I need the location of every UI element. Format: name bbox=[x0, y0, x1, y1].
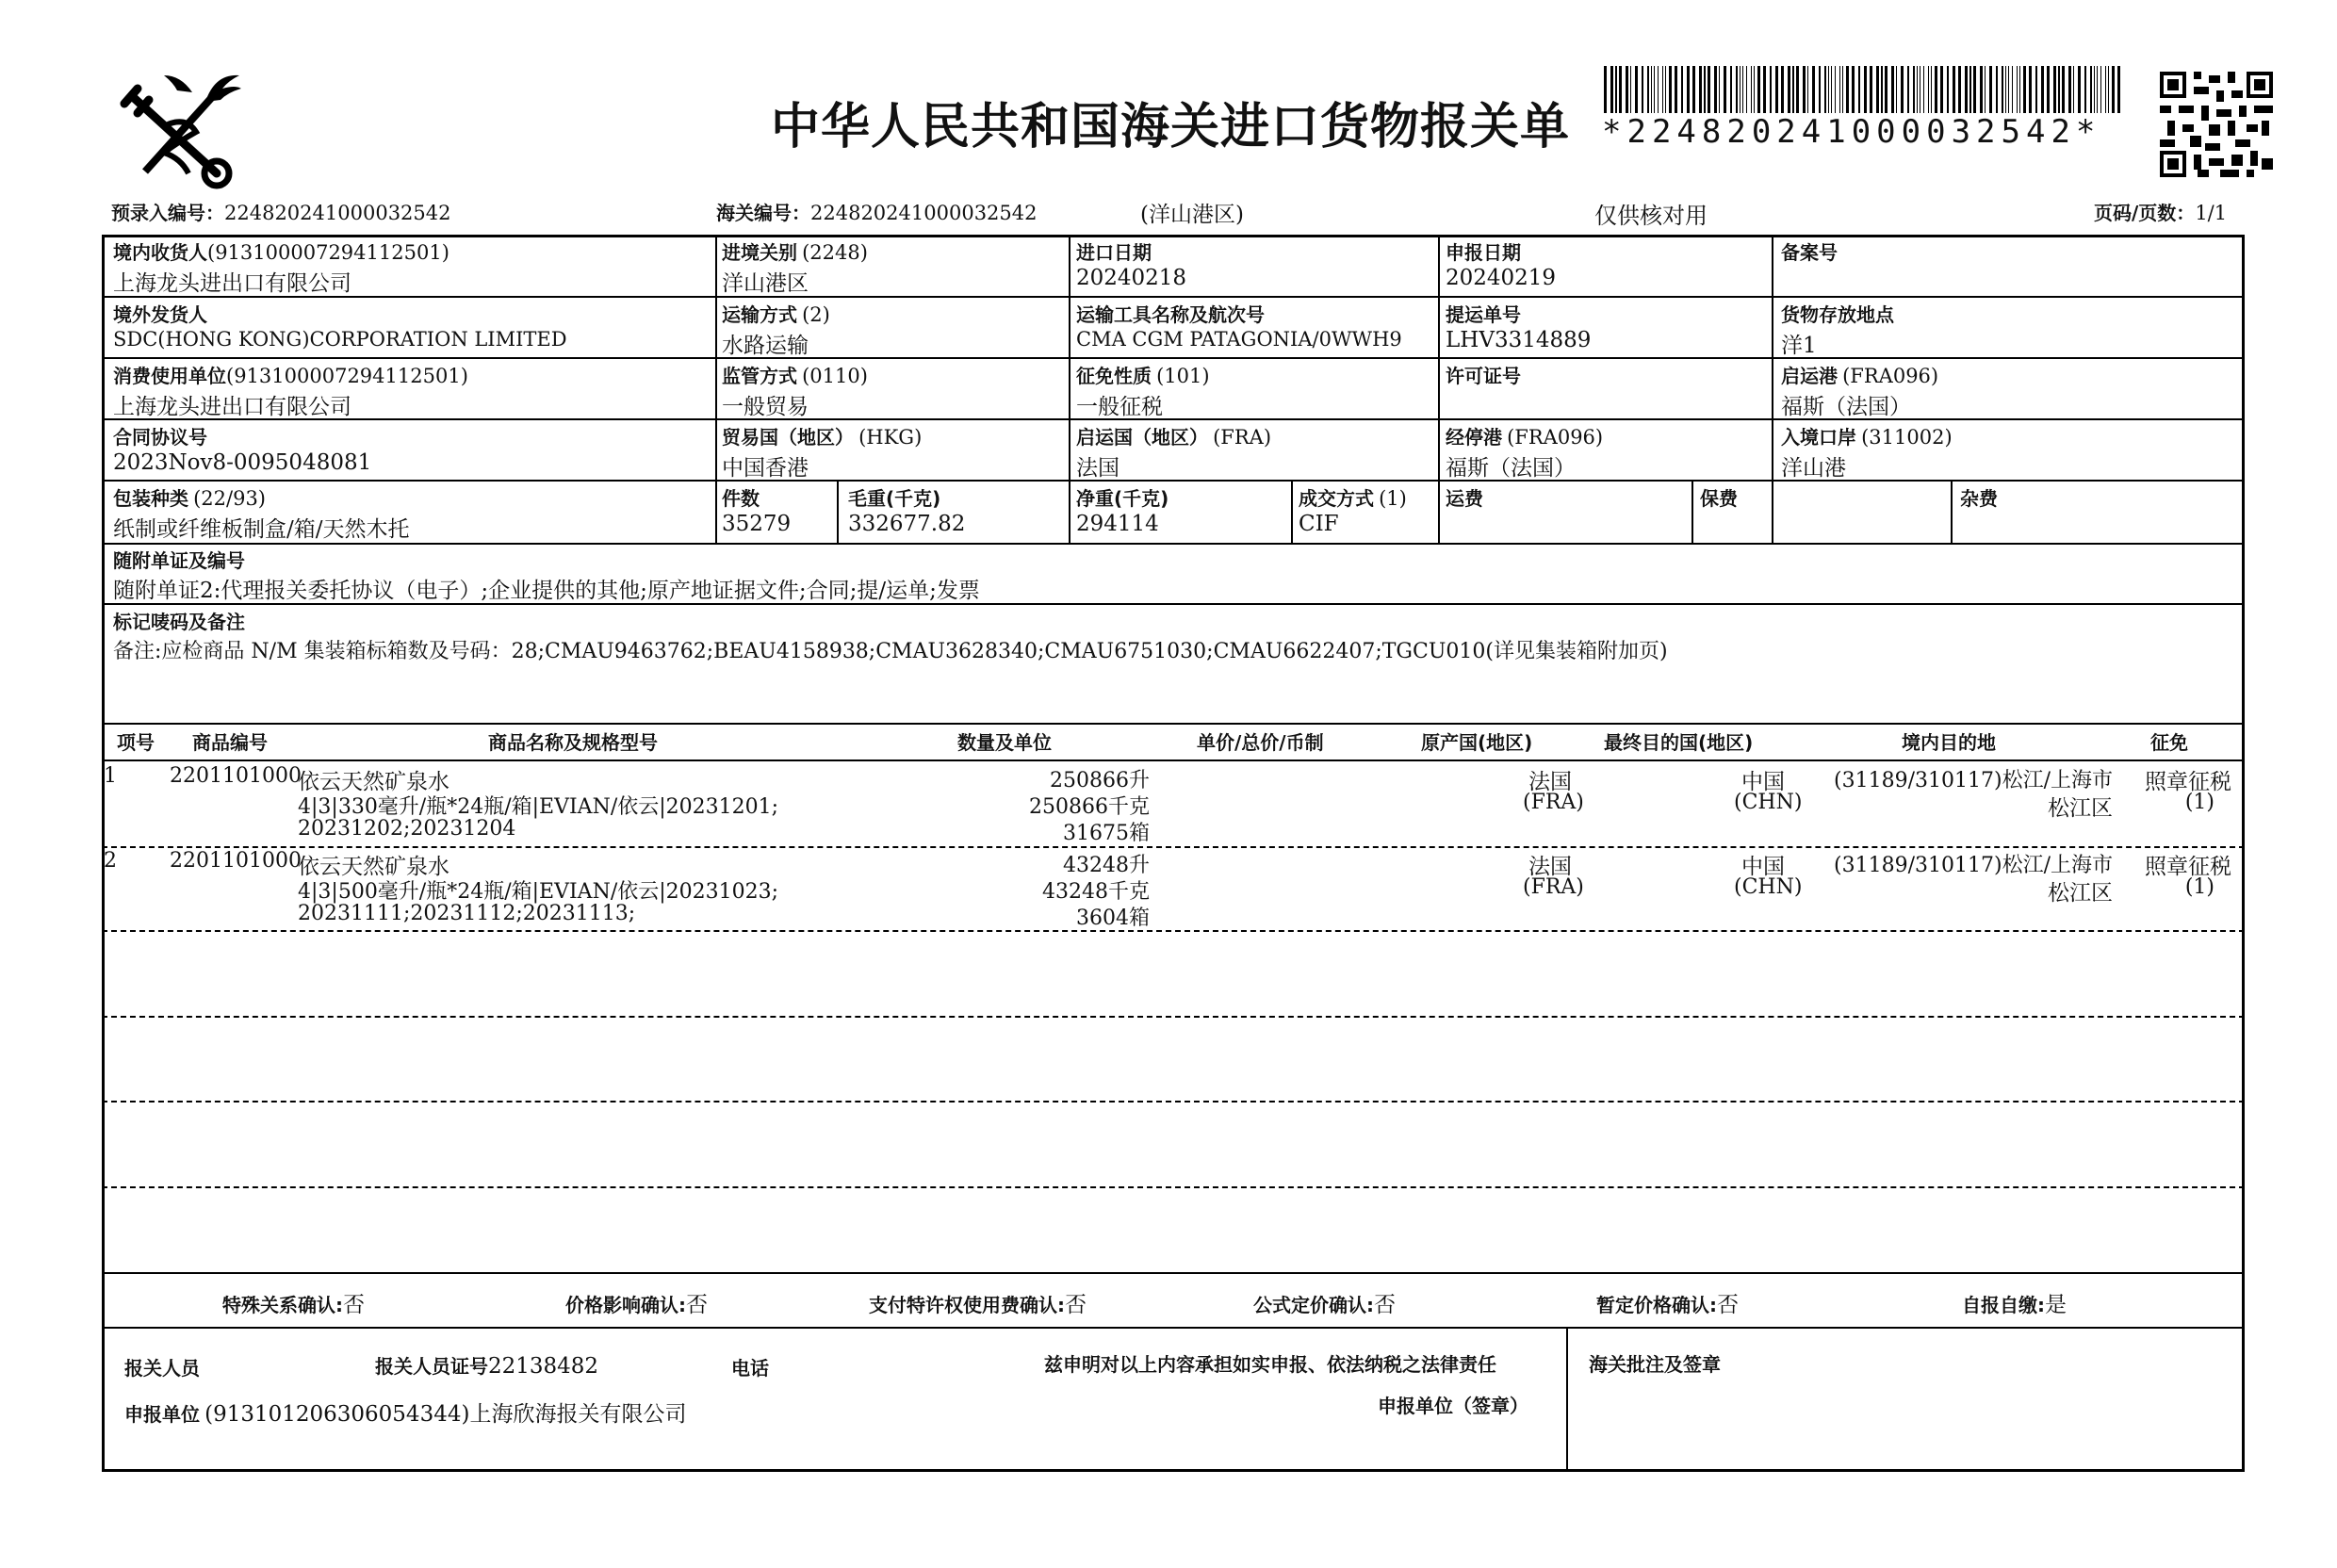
col-dest: 最终目的国(地区) bbox=[1604, 731, 1754, 754]
departure-port-value: 福斯（法国） bbox=[1781, 395, 1911, 419]
via-port-field: 经停港 (FRA096) bbox=[1446, 426, 1604, 449]
col-qty: 数量及单位 bbox=[957, 731, 1052, 754]
row-qty-kg: 250866千克 bbox=[1029, 795, 1150, 819]
transport-mode-field: 运输方式 (2) bbox=[722, 303, 830, 326]
barcode-bars bbox=[1604, 66, 2124, 113]
deal-mode-value: CIF bbox=[1299, 512, 1339, 536]
row-domestic-dest: (31189/310117)松江/上海市 bbox=[1834, 854, 2113, 877]
transport-mode-value: 水路运输 bbox=[722, 334, 809, 358]
bill-no-label: 提运单号 bbox=[1446, 303, 1521, 326]
supervision-field: 监管方式 (0110) bbox=[722, 365, 868, 387]
consumer-field: 消费使用单位(913100007294112501) bbox=[113, 365, 468, 387]
barcode-text: *224820241000032542* bbox=[1602, 113, 2101, 151]
row-domestic-dest: (31189/310117)松江/上海市 bbox=[1834, 769, 2113, 792]
row-spec-line1: 4|3|330毫升/瓶*24瓶/箱|EVIAN/依云|20231201; bbox=[298, 795, 779, 819]
row-dest-name: 中国 bbox=[1741, 770, 1785, 794]
documents-label: 随附单证及编号 bbox=[113, 549, 245, 572]
origin-country-field: 启运国（地区） (FRA) bbox=[1076, 426, 1272, 449]
misc-fee-label: 杂费 bbox=[1960, 487, 1998, 510]
document-title: 中华人民共和国海关进口货物报关单 bbox=[771, 99, 1571, 155]
row-qty-kg: 43248千克 bbox=[1042, 880, 1150, 904]
row-spec-line2: 20231111;20231112;20231113; bbox=[298, 902, 636, 925]
provisional-price-confirm: 暂定价格确认:否 bbox=[1596, 1293, 1739, 1317]
col-levy: 征免 bbox=[2150, 731, 2188, 754]
entry-customs-value: 洋山港区 bbox=[722, 271, 809, 296]
row-levy-mode: 照章征税 bbox=[2145, 770, 2231, 794]
row-origin-name: 法国 bbox=[1528, 770, 1572, 794]
page-indicator: 页码/页数：1/1 bbox=[2094, 202, 2228, 224]
origin-country-value: 法国 bbox=[1076, 456, 1119, 481]
customs-seal-label: 海关批注及签章 bbox=[1589, 1353, 1721, 1376]
row-spec-line1: 4|3|500毫升/瓶*24瓶/箱|EVIAN/依云|20231023; bbox=[298, 880, 779, 904]
row-qty-liters: 43248升 bbox=[1063, 854, 1150, 877]
entry-port-field: 入境口岸 (311002) bbox=[1781, 426, 1953, 449]
shipper-value: SDC(HONG KONG)CORPORATION LIMITED bbox=[113, 328, 567, 351]
shipper-label: 境外发货人 bbox=[113, 303, 207, 326]
trade-country-field: 贸易国（地区） (HKG) bbox=[722, 426, 923, 449]
entry-customs-field: 进境关别 (2248) bbox=[722, 241, 868, 264]
col-name: 商品名称及规格型号 bbox=[488, 731, 658, 754]
insurance-label: 保费 bbox=[1700, 487, 1738, 510]
col-item: 项号 bbox=[117, 731, 155, 754]
contract-value: 2023Nov8-0095048081 bbox=[113, 450, 372, 475]
remarks-value: 备注:应检商品 N/M 集装箱标箱数及号码：28;CMAU9463762;BEAU4158938;CMAU3628340;CMAU6751030;CMAU6622407;TGCU010(详见集装箱附加页) bbox=[113, 640, 1668, 663]
net-weight-value: 294114 bbox=[1076, 512, 1159, 536]
remarks-label: 标记唛码及备注 bbox=[113, 611, 245, 633]
row-item-no: 2 bbox=[104, 849, 117, 873]
contract-label: 合同协议号 bbox=[113, 426, 207, 449]
departure-port-field: 启运港 (FRA096) bbox=[1781, 365, 1939, 387]
row-levy-mode: 照章征税 bbox=[2145, 855, 2231, 879]
import-date-label: 进口日期 bbox=[1076, 241, 1152, 264]
price-effect-confirm: 价格影响确认:否 bbox=[565, 1293, 708, 1317]
row-domestic-district: 松江区 bbox=[2048, 881, 2113, 906]
pieces-label: 件数 bbox=[722, 487, 760, 510]
self-pay-confirm: 自报自缴:是 bbox=[1962, 1293, 2067, 1317]
import-date-value: 20240218 bbox=[1076, 266, 1187, 290]
declare-date-label: 申报日期 bbox=[1446, 241, 1521, 264]
customs-emblem-icon bbox=[111, 68, 243, 190]
license-label: 许可证号 bbox=[1446, 365, 1521, 387]
pieces-value: 35279 bbox=[722, 512, 792, 536]
consignee-field: 境内收货人(913100007294112501) bbox=[113, 241, 449, 264]
consumer-value: 上海龙头进出口有限公司 bbox=[113, 395, 351, 419]
row-origin-code: (FRA) bbox=[1523, 791, 1584, 814]
via-port-value: 福斯（法国） bbox=[1446, 456, 1576, 481]
declarant-label: 报关人员 bbox=[124, 1357, 200, 1380]
declaring-unit: 申报单位 (913101206306054344)上海欣海报关有限公司 bbox=[124, 1402, 687, 1427]
consignee-value: 上海龙头进出口有限公司 bbox=[113, 271, 351, 296]
row-levy-code: (1) bbox=[2184, 791, 2214, 814]
col-domestic: 境内目的地 bbox=[1902, 731, 1996, 754]
row-item-no: 1 bbox=[104, 764, 117, 788]
row-dest-code: (CHN) bbox=[1734, 791, 1803, 814]
levy-nature-field: 征免性质 (101) bbox=[1076, 365, 1210, 387]
gross-weight-label: 毛重(千克) bbox=[848, 487, 941, 510]
row-origin-code: (FRA) bbox=[1523, 875, 1584, 899]
row-dest-code: (CHN) bbox=[1734, 875, 1803, 899]
vessel-value: CMA CGM PATAGONIA/0WWH9 bbox=[1076, 328, 1402, 351]
net-weight-label: 净重(千克) bbox=[1076, 487, 1169, 510]
col-origin: 原产国(地区) bbox=[1421, 731, 1533, 754]
unit-seal-label: 申报单位（签章） bbox=[1378, 1395, 1528, 1417]
row-origin-name: 法国 bbox=[1528, 855, 1572, 879]
row-product-name: 依云天然矿泉水 bbox=[298, 770, 449, 794]
formula-price-confirm: 公式定价确认:否 bbox=[1253, 1293, 1396, 1317]
row-qty-boxes: 31675箱 bbox=[1063, 822, 1150, 845]
row-qty-liters: 250866升 bbox=[1050, 769, 1150, 792]
royalty-confirm: 支付特许权使用费确认:否 bbox=[869, 1293, 1087, 1317]
col-price: 单价/总价/币制 bbox=[1197, 731, 1324, 754]
qr-code-icon bbox=[2160, 72, 2273, 177]
trade-country-value: 中国香港 bbox=[722, 456, 809, 481]
customs-number: 海关编号：224820241000032542 bbox=[716, 202, 1038, 224]
row-levy-code: (1) bbox=[2184, 875, 2214, 899]
deal-mode-field: 成交方式 (1) bbox=[1299, 487, 1407, 510]
levy-nature-value: 一般征税 bbox=[1076, 395, 1163, 419]
barcode bbox=[1604, 66, 2124, 113]
record-no-label: 备案号 bbox=[1781, 241, 1838, 264]
port-label: (洋山港区) bbox=[1140, 203, 1244, 227]
gross-weight-value: 332677.82 bbox=[848, 512, 966, 536]
legal-statement: 兹申明对以上内容承担如实申报、依法纳税之法律责任 bbox=[1044, 1353, 1496, 1376]
vessel-label: 运输工具名称及航次号 bbox=[1076, 303, 1265, 326]
package-type-field: 包装种类 (22/93) bbox=[113, 487, 266, 510]
col-code: 商品编号 bbox=[192, 731, 268, 754]
storage-label: 货物存放地点 bbox=[1781, 303, 1894, 326]
row-hs-code: 2201101000 bbox=[170, 849, 302, 873]
entry-port-value: 洋山港 bbox=[1781, 456, 1846, 481]
declare-date-value: 20240219 bbox=[1446, 266, 1557, 290]
storage-value: 洋1 bbox=[1781, 334, 1817, 358]
row-product-name: 依云天然矿泉水 bbox=[298, 855, 449, 879]
freight-label: 运费 bbox=[1446, 487, 1483, 510]
special-relation-confirm: 特殊关系确认:否 bbox=[222, 1293, 365, 1317]
bill-no-value: LHV3314889 bbox=[1446, 328, 1592, 352]
supervision-value: 一般贸易 bbox=[722, 395, 809, 419]
declarant-cert: 报关人员证号22138482 bbox=[375, 1354, 599, 1379]
pre-entry-number: 预录入编号：224820241000032542 bbox=[111, 202, 451, 224]
row-spec-line2: 20231202;20231204 bbox=[298, 817, 516, 841]
documents-value: 随附单证2:代理报关委托协议（电子）;企业提供的其他;原产地证据文件;合同;提/运单;发票 bbox=[113, 579, 980, 603]
package-type-value: 纸制或纤维板制盒/箱/天然木托 bbox=[113, 517, 410, 542]
row-hs-code: 2201101000 bbox=[170, 764, 302, 788]
row-dest-name: 中国 bbox=[1741, 855, 1785, 879]
row-qty-boxes: 3604箱 bbox=[1076, 906, 1150, 930]
verification-note: 仅供核对用 bbox=[1594, 203, 1708, 229]
row-domestic-district: 松江区 bbox=[2048, 796, 2113, 821]
phone-label: 电话 bbox=[731, 1357, 769, 1380]
